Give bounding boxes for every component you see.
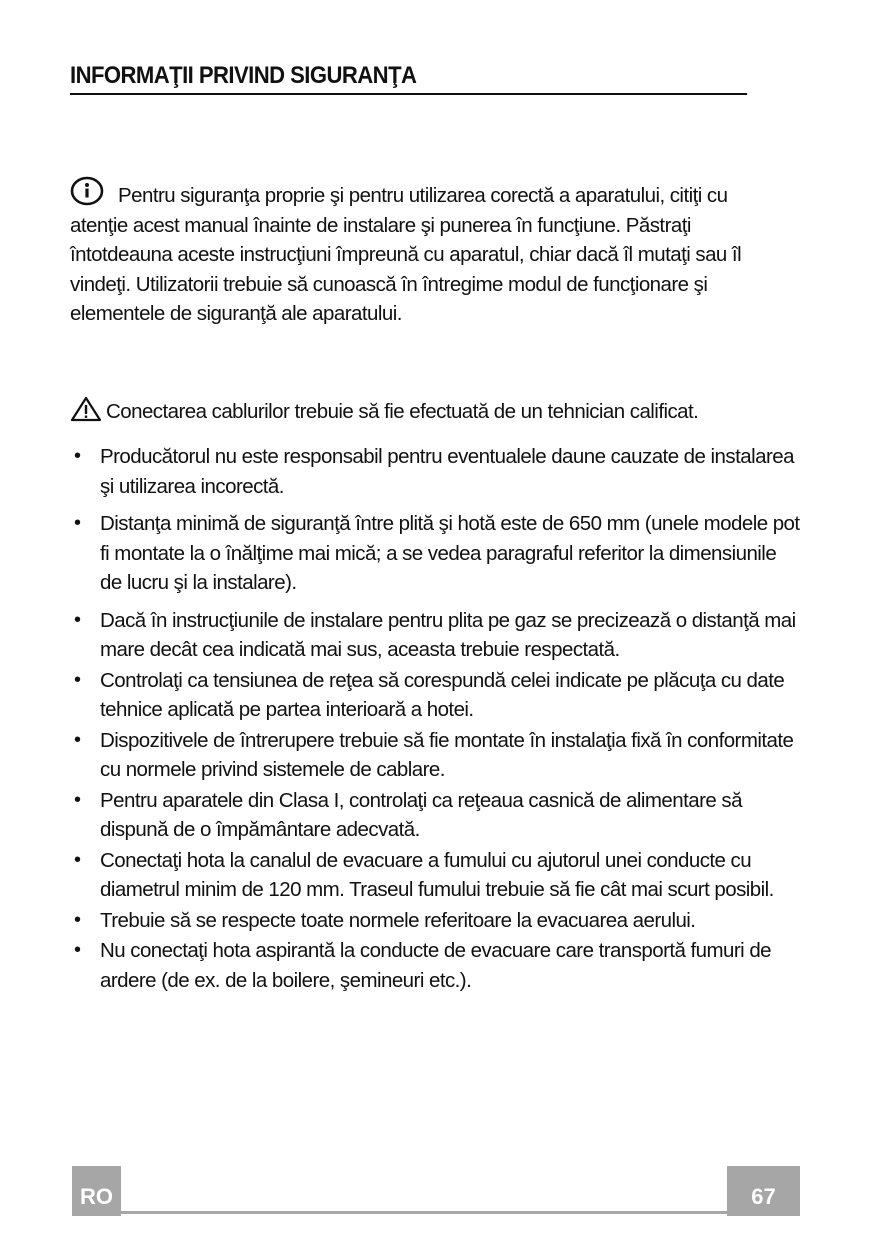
warning-icon [70,396,102,422]
list-item: • Pentru aparatele din Clasa I, controlaţi ca reţeaua casnică de alimentare să dispună de o împământare adecvată. [70,786,800,845]
page-number: 67 [727,1166,800,1216]
safety-list [70,442,800,995]
warning-text: Conectarea cablurilor trebuie să fie efectuată de un tehnician calificat. [106,400,699,423]
language-badge: RO [72,1166,121,1216]
list-item: • Controlaţi ca tensiunea de reţea să corespundă celei indicate pe plăcuţa cu date tehnice aplicată pe partea interioară a hotei. [70,666,800,725]
list-item: • Producătorul nu este responsabil pentru eventualele daune cauzate de instalarea şi utilizarea incorectă. [70,442,800,501]
list-item: • Dispozitivele de întrerupere trebuie să fie montate în instalaţia fixă în conformitate cu normele privind sistemele de cablare. [70,726,800,785]
intro-text: Pentru siguranţa proprie şi pentru utilizarea corectă a aparatului, citiţi cu atenţie acest manual înainte de instalare şi punerea în funcţiune. Păstraţi întotdeauna aceste instrucţiuni împreună cu aparatul, chiar dacă îl mutaţi sau îl vindeţi. Utilizatorii trebuie să cunoască în întregime modul de funcţionare şi elementele de siguranţă ale aparatului. [70,184,742,325]
info-icon [70,176,104,206]
page-title: INFORMAŢII PRIVIND SIGURANŢA [70,62,747,95]
warning-line [70,396,790,427]
footer-divider [121,1211,727,1214]
intro-paragraph [70,176,790,329]
list-item: • Conectaţi hota la canalul de evacuare a fumului cu ajutorul unei conducte cu diametrul minim de 120 mm. Traseul fumului trebuie să fie cât mai scurt posibil. [70,846,800,905]
list-item: • Nu conectaţi hota aspirantă la conducte de evacuare care transportă fumuri de ardere (de ex. de la boilere, şemineuri etc.). [70,936,800,995]
list-item: • Distanţa minimă de siguranţă între plită şi hotă este de 650 mm (unele modele pot fi montate la o înălţime mai mică; a se vedea paragraful referitor la dimensiunile de lucru şi la instalare). [70,509,800,598]
list-item: • Trebuie să se respecte toate normele referitoare la evacuarea aerului. [70,906,800,936]
list-item: • Dacă în instrucţiunile de instalare pentru plita pe gaz se precizează o distanţă mai mare decât cea indicată mai sus, aceasta trebuie respectată. [70,606,800,665]
